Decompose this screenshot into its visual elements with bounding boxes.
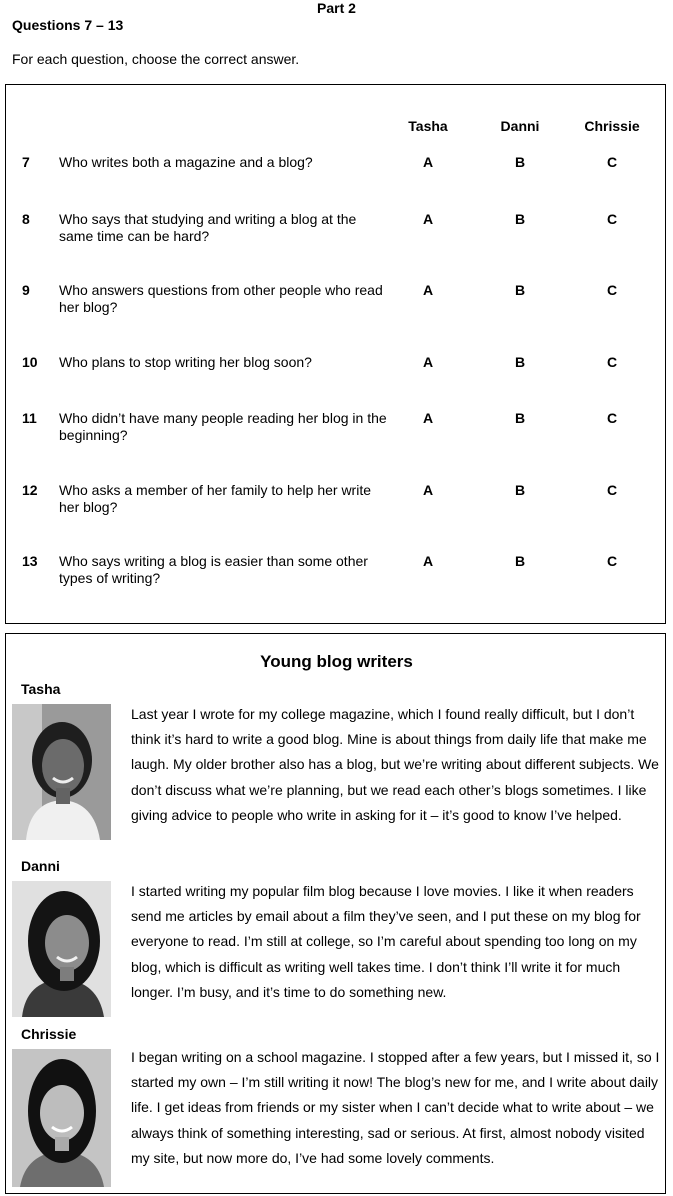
option-c[interactable]: C bbox=[606, 354, 618, 370]
question-number: 7 bbox=[22, 154, 30, 170]
photo-chrissie bbox=[12, 1049, 111, 1187]
paragraph-chrissie: I began writing on a school magazine. I stopped after a few years, but I missed it, so I started my own – I’m still writing it now! The blog’s new for me, and I write about daily life. I get ideas from friends or my sister when I can’t decide what to write about – we always think of something interesting, sad or serious. At first, almost nobody visited my site, but now more do, I’ve had some lovely comments. bbox=[131, 1049, 660, 1166]
part-heading: Part 2 bbox=[317, 0, 356, 16]
column-header-danni: Danni bbox=[500, 118, 540, 134]
option-a[interactable]: A bbox=[422, 354, 434, 370]
question-number: 10 bbox=[22, 354, 38, 370]
question-number: 12 bbox=[22, 482, 38, 498]
column-header-tasha: Tasha bbox=[408, 118, 448, 134]
reading-title: Young blog writers bbox=[260, 652, 413, 671]
option-b[interactable]: B bbox=[514, 482, 526, 498]
option-a[interactable]: A bbox=[422, 410, 434, 426]
writer-name-tasha: Tasha bbox=[21, 681, 61, 697]
writer-name-danni: Danni bbox=[21, 858, 60, 874]
question-text: Who says that studying and writing a blog at the same time can be hard? bbox=[59, 211, 357, 244]
option-a[interactable]: A bbox=[422, 282, 434, 298]
question-number: 8 bbox=[22, 211, 30, 227]
paragraph-danni: I started writing my popular film blog because I love movies. I like it when readers send me articles by email about a film they’ve seen, and I put these on my blog for everyone to read. I’m still at college, so I’m careful about spending too long on my blog, which is difficult as writing well takes time. I don’t think I’ll write it for much longer. I’m busy, and it’s time to do something new. bbox=[131, 883, 641, 1000]
option-b[interactable]: B bbox=[514, 553, 526, 569]
option-b[interactable]: B bbox=[514, 154, 526, 170]
question-text: Who asks a member of her family to help her write her blog? bbox=[59, 482, 372, 515]
question-text: Who says writing a blog is easier than some other types of writing? bbox=[59, 553, 368, 586]
option-c[interactable]: C bbox=[606, 482, 618, 498]
option-b[interactable]: B bbox=[514, 282, 526, 298]
option-a[interactable]: A bbox=[422, 211, 434, 227]
option-c[interactable]: C bbox=[606, 282, 618, 298]
option-c[interactable]: C bbox=[606, 154, 618, 170]
instruction-text: For each question, choose the correct answer. bbox=[12, 51, 300, 67]
question-number: 9 bbox=[22, 282, 30, 298]
option-c[interactable]: C bbox=[606, 211, 618, 227]
writer-name-chrissie: Chrissie bbox=[21, 1026, 77, 1042]
option-b[interactable]: B bbox=[514, 211, 526, 227]
column-header-chrissie: Chrissie bbox=[584, 118, 640, 134]
question-number: 11 bbox=[22, 410, 37, 426]
question-range-heading: Questions 7 – 13 bbox=[12, 17, 124, 33]
option-a[interactable]: A bbox=[422, 553, 434, 569]
question-text: Who didn’t have many people reading her blog in the beginning? bbox=[59, 410, 387, 443]
question-text: Who writes both a magazine and a blog? bbox=[59, 154, 313, 170]
question-text: Who plans to stop writing her blog soon? bbox=[59, 354, 312, 370]
photo-tasha bbox=[12, 704, 111, 840]
option-c[interactable]: C bbox=[606, 410, 618, 426]
question-text: Who answers questions from other people who read her blog? bbox=[59, 282, 383, 315]
question-number: 13 bbox=[22, 553, 38, 569]
option-b[interactable]: B bbox=[514, 410, 526, 426]
option-b[interactable]: B bbox=[514, 354, 526, 370]
paragraph-tasha: Last year I wrote for my college magazine, which I found really difficult, but I don’t think it’s hard to write a good blog. Mine is about things from daily life that make me laugh. My older brother also has a blog, but we’re writing about different subjects. We don’t discuss what we’re planning, but we read each other’s blogs sometimes. I like giving advice to people who write in asking for it – it’s good to know I’ve helped. bbox=[131, 706, 659, 823]
option-a[interactable]: A bbox=[422, 154, 434, 170]
option-a[interactable]: A bbox=[422, 482, 434, 498]
option-c[interactable]: C bbox=[606, 553, 618, 569]
photo-danni bbox=[12, 881, 111, 1017]
